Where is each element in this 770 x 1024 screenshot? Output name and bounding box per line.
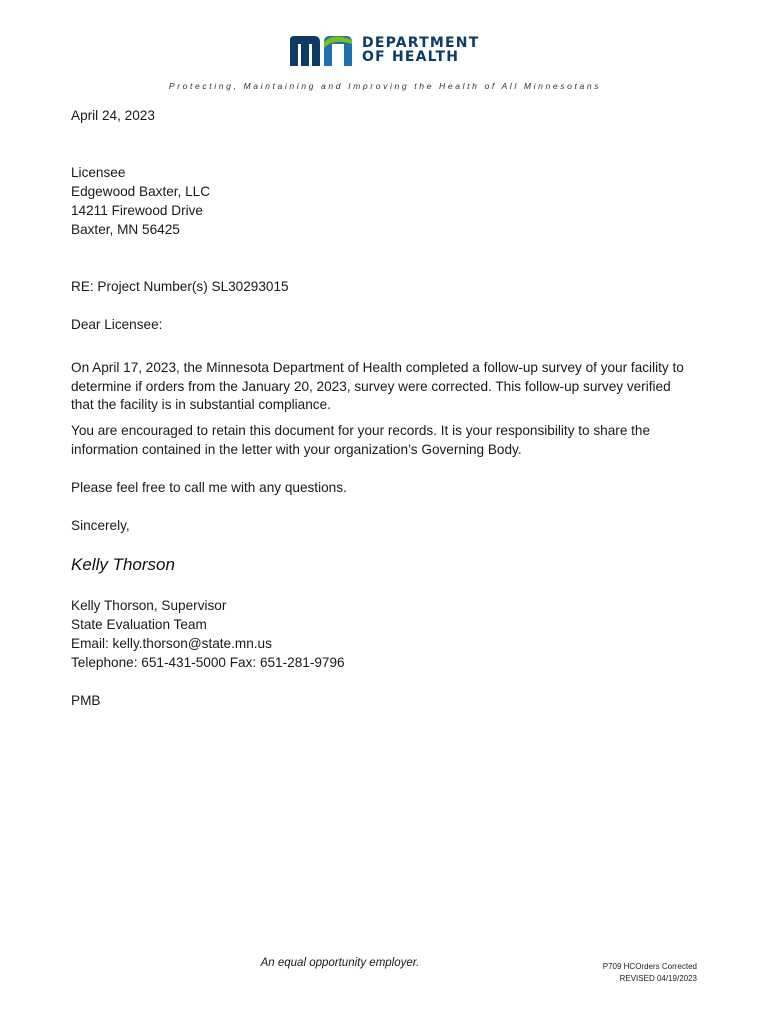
employer-statement: An equal opportunity employer. (260, 957, 420, 969)
signer-block (71, 596, 701, 672)
signer-name-title: Kelly Thorson, Supervisor (71, 598, 227, 613)
mn-logo-icon (290, 34, 354, 66)
typist-initials: PMB (71, 693, 101, 708)
signature: Kelly Thorson (71, 555, 175, 574)
tagline: Protecting, Maintaining and Improving the Health of All Minnesotans (168, 81, 602, 91)
form-revision (603, 961, 697, 985)
revised-date: REVISED 04/19/2023 (619, 974, 697, 983)
logo-wordmark (362, 36, 479, 64)
body-paragraph-2: You are encouraged to retain this document for your records. It is your responsibility to share the information contained in the letter with your organization’s Governing Body. (71, 423, 651, 457)
recipient-address (71, 163, 701, 239)
salutation: Dear Licensee: (71, 317, 163, 332)
body-paragraph-3: Please feel free to call me with any questions. (71, 480, 347, 495)
letter-date: April 24, 2023 (71, 108, 155, 123)
re-line: RE: Project Number(s) SL30293015 (71, 279, 289, 294)
closing: Sincerely, (71, 518, 130, 533)
address-line: Baxter, MN 56425 (71, 222, 180, 237)
address-line: Licensee (71, 165, 126, 180)
body-paragraph-1: On April 17, 2023, the Minnesota Department of Health completed a follow-up survey of your facility to determine if orders from the January 20, 2023, survey were corrected. This follow-up survey verified that the facility is in substantial compliance. (71, 360, 684, 412)
form-id: P709 HCOrders Corrected (602, 962, 697, 971)
address-line: 14211 Firewood Drive (71, 203, 203, 218)
address-line: Edgewood Baxter, LLC (71, 184, 211, 199)
signer-phone-fax: Telephone: 651-431-5000 Fax: 651-281-9796 (71, 655, 345, 670)
signer-email: Email: kelly.thorson@state.mn.us (71, 636, 272, 651)
mdh-logo (290, 34, 479, 66)
signer-team: State Evaluation Team (71, 617, 207, 632)
logo-line1: DEPARTMENT (362, 35, 480, 51)
logo-line2: OF HEALTH (362, 49, 460, 65)
